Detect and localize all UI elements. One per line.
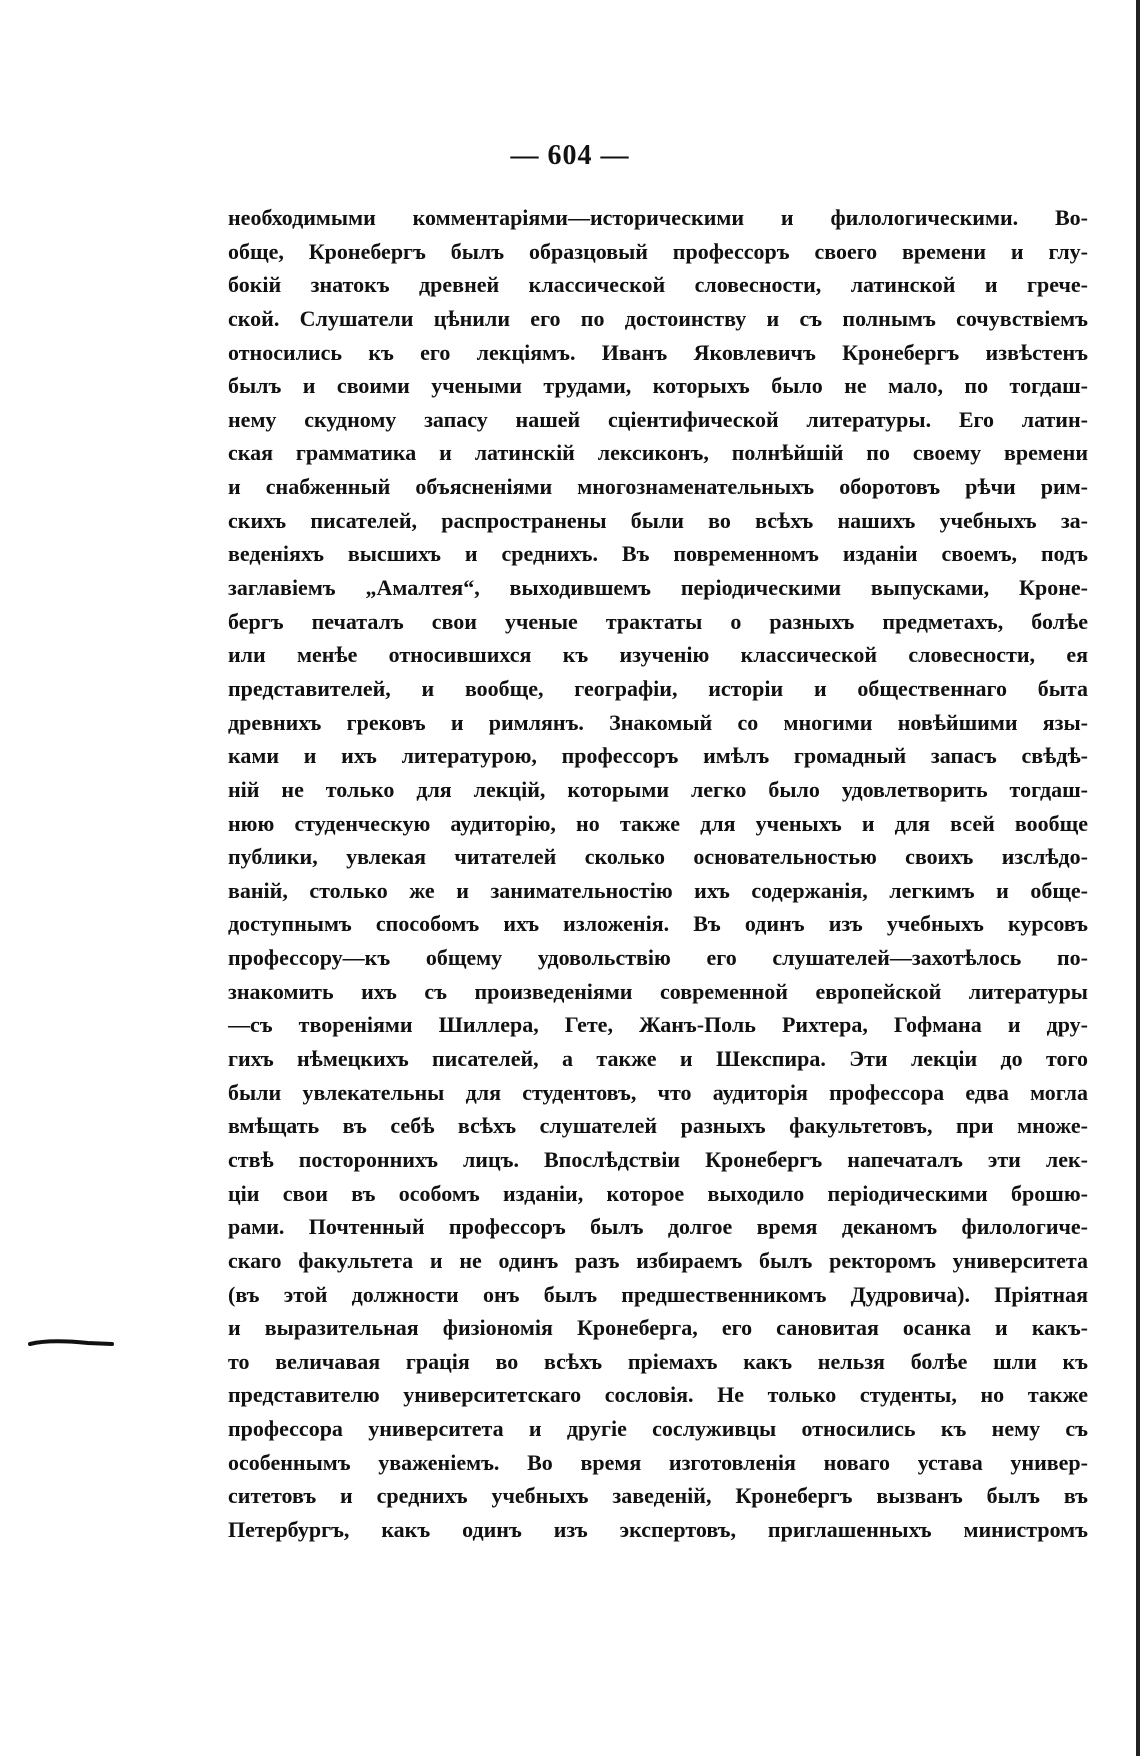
text-line: (въ этой должности онъ былъ предшественникомъ Дудровича). Пріятная bbox=[228, 1281, 1088, 1307]
text-line: и выразительная физіономія Кронеберга, его сановитая осанка и какъ- bbox=[228, 1315, 1088, 1341]
text-line: ціи свои въ особомъ изданіи, которое выходило періодическими брошю- bbox=[228, 1180, 1088, 1206]
text-line: гихъ нѣмецкихъ писателей, а также и Шекспира. Эти лекціи до того bbox=[228, 1046, 1088, 1072]
text-line: обще, Кронебергъ былъ образцовый профессоръ своего времени и глу- bbox=[228, 238, 1088, 264]
text-line: ситетовъ и среднихъ учебныхъ заведеній, Кронебергъ вызванъ былъ въ bbox=[228, 1483, 1088, 1509]
text-line: —съ твореніями Шиллера, Гете, Жанъ-Поль Рихтера, Гофмана и дру- bbox=[228, 1012, 1088, 1038]
body-text bbox=[228, 201, 1088, 1547]
text-line: ній не только для лекцій, которыми легко было удовлетворить тогдаш- bbox=[228, 776, 1088, 802]
text-line: профессору—къ общему удовольствію его слушателей—захотѣлось по- bbox=[228, 945, 1088, 971]
text-line: представителей, и вообще, географіи, исторіи и общественнаго быта bbox=[228, 675, 1088, 701]
text-line: ками и ихъ литературою, профессоръ имѣлъ громадный запасъ свѣдѣ- bbox=[228, 743, 1088, 769]
text-line: былъ и своими учеными трудами, которыхъ было не мало, по тогдаш- bbox=[228, 373, 1088, 399]
text-line: рами. Почтенный профессоръ былъ долгое время деканомъ филологиче- bbox=[228, 1214, 1088, 1240]
text-line: относились къ его лекціямъ. Иванъ Яковлевичъ Кронебергъ извѣстенъ bbox=[228, 339, 1088, 365]
text-line: ская грамматика и латинскій лексиконъ, полнѣйшій по своему времени bbox=[228, 440, 1088, 466]
text-line: бокій знатокъ древней классической словесности, латинской и грече- bbox=[228, 272, 1088, 298]
text-line: публики, увлекая читателей сколько основательностью своихъ изслѣдо- bbox=[228, 844, 1088, 870]
text-line: нему скудному запасу нашей сціентифической литературы. Его латин- bbox=[228, 406, 1088, 432]
text-line: скаго факультета и не одинъ разъ избираемъ былъ ректоромъ университета bbox=[228, 1247, 1088, 1273]
text-line: необходимыми комментаріями—историческими и филологическими. Во- bbox=[228, 205, 1088, 230]
text-line: то величавая грація во всѣхъ пріемахъ какъ нельзя болѣе шли къ bbox=[228, 1348, 1088, 1374]
text-line: ваній, столько же и занимательностію ихъ содержанія, легкимъ и обще- bbox=[228, 877, 1088, 903]
text-line: древнихъ грековъ и римлянъ. Знакомый со многими новѣйшими язы- bbox=[228, 709, 1088, 735]
text-line: были увлекательны для студентовъ, что аудиторія профессора едва могла bbox=[228, 1079, 1088, 1105]
margin-mark bbox=[28, 1338, 114, 1348]
text-line: ской. Слушатели цѣнили его по достоинству и съ полнымъ сочувствіемъ bbox=[228, 305, 1088, 331]
scan-edge bbox=[1134, 0, 1140, 1756]
text-line: и снабженный объясненіями многознаменательныхъ оборотовъ рѣчи рим- bbox=[228, 474, 1088, 500]
text-line: или менѣе относившихся къ изученію классической словесности, ея bbox=[228, 642, 1088, 668]
text-line: бергъ печаталъ свои ученые трактаты о разныхъ предметахъ, болѣе bbox=[228, 608, 1088, 634]
text-line: особеннымъ уваженіемъ. Во время изготовленія новаго устава универ- bbox=[228, 1449, 1088, 1475]
text-line: заглавіемъ „Амалтея“, выходившемъ періодическими выпусками, Кроне- bbox=[228, 575, 1088, 601]
text-line: вмѣщать въ себѣ всѣхъ слушателей разныхъ факультетовъ, при множе- bbox=[228, 1113, 1088, 1139]
page-number: — 604 — bbox=[510, 140, 630, 171]
text-line: ствѣ постороннихъ лицъ. Впослѣдствіи Кронебергъ напечаталъ эти лек- bbox=[228, 1146, 1088, 1172]
text-line: скихъ писателей, распространены были во всѣхъ нашихъ учебныхъ за- bbox=[228, 507, 1088, 533]
text-line: знакомить ихъ съ произведеніями современной европейской литературы bbox=[228, 978, 1088, 1004]
text-line: нюю студенческую аудиторію, но также для ученыхъ и для всей вообще bbox=[228, 810, 1088, 836]
text-line: Петербургъ, какъ одинъ изъ экспертовъ, приглашенныхъ министромъ bbox=[228, 1516, 1088, 1542]
text-line: профессора университета и другіе сослуживцы относились къ нему съ bbox=[228, 1416, 1088, 1442]
text-line: веденіяхъ высшихъ и среднихъ. Въ повременномъ изданіи своемъ, подъ bbox=[228, 541, 1088, 567]
text-line: доступнымъ способомъ ихъ изложенія. Въ одинъ изъ учебныхъ курсовъ bbox=[228, 911, 1088, 937]
text-line: представителю университетскаго сословія. Не только студенты, но также bbox=[228, 1382, 1088, 1408]
